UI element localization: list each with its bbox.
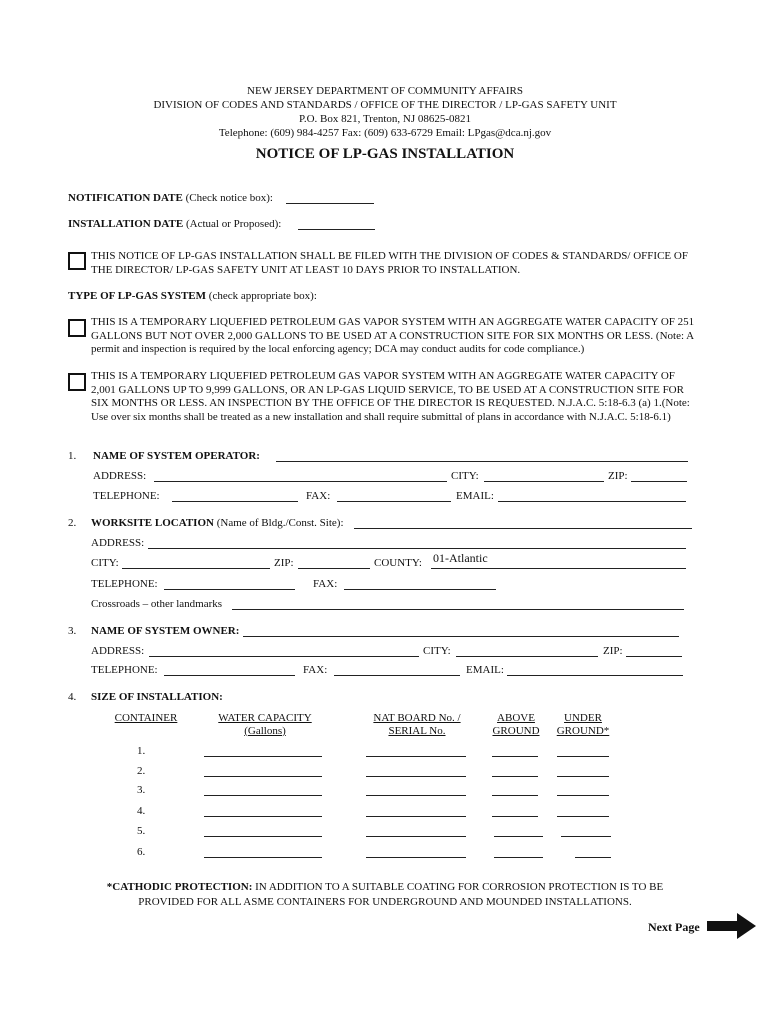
row-number: 1. <box>137 745 146 757</box>
water-capacity-field[interactable] <box>204 776 322 777</box>
operator-zip-label: ZIP: <box>608 470 628 482</box>
worksite-address-field[interactable] <box>148 548 686 549</box>
owner-city-field[interactable] <box>456 656 598 657</box>
water-capacity-field[interactable] <box>204 816 322 817</box>
owner-zip-field[interactable] <box>626 656 682 657</box>
owner-city-label: CITY: <box>423 645 451 657</box>
above-ground-field[interactable] <box>494 857 543 858</box>
installation-date-label: INSTALLATION DATE (Actual or Proposed): <box>68 218 282 230</box>
nat-board-field[interactable] <box>366 795 466 796</box>
row-number: 6. <box>137 846 146 858</box>
nat-board-field[interactable] <box>366 857 466 858</box>
section2-number: 2. <box>68 517 77 529</box>
section3-number: 3. <box>68 625 77 637</box>
water-capacity-field[interactable] <box>204 795 322 796</box>
operator-city-field[interactable] <box>484 481 604 482</box>
next-page-label[interactable]: Next Page <box>648 920 700 934</box>
system-type-label: TYPE OF LP-GAS SYSTEM (check appropriate box): <box>68 290 317 302</box>
arrow-right-icon[interactable] <box>707 912 757 940</box>
installation-date-field[interactable] <box>298 229 375 230</box>
under-ground-field[interactable] <box>557 756 609 757</box>
worksite-county-label: COUNTY: <box>374 557 422 569</box>
operator-address-label: ADDRESS: <box>93 470 147 482</box>
crossroads-field[interactable] <box>232 609 684 610</box>
nat-board-field[interactable] <box>366 756 466 757</box>
header-agency: NEW JERSEY DEPARTMENT OF COMMUNITY AFFAIRS <box>247 85 523 97</box>
option-9999-text: THIS IS A TEMPORARY LIQUEFIED PETROLEUM GAS VAPOR SYSTEM WITH AN AGGREGATE WATER CAPACITY OF 2,001 GALLONS UP TO 9,999 GALLONS, OR AN LP-GAS LIQUID SERVICE, TO BE USED AT A CONSTRUCTION SITE FOR SIX MONTHS OR LESS. AN INSPECTION BY THE OFFICE OF THE DIRECTOR IS REQUESTED. N.J.A.C. 5:18-6.3 (a) 1.(Note: Use over six months shall be treated as a new installation and shall require submittal of plans in accordance with N.J.A.C. 5:18-6.1) <box>91 370 690 423</box>
size-installation-label: SIZE OF INSTALLATION: <box>91 691 223 703</box>
operator-name-label: NAME OF SYSTEM OPERATOR: <box>93 450 260 462</box>
cathodic-note-line1: *CATHODIC PROTECTION: IN ADDITION TO A SUITABLE COATING FOR CORROSION PROTECTION IS TO BE <box>106 881 664 893</box>
col-under-ground-header: UNDER GROUND* <box>556 712 610 737</box>
above-ground-field[interactable] <box>492 776 538 777</box>
operator-telephone-field[interactable] <box>172 501 298 502</box>
col-water-capacity-header: WATER CAPACITY (Gallons) <box>218 712 312 737</box>
operator-fax-label: FAX: <box>306 490 331 502</box>
option-9999-checkbox[interactable] <box>68 373 86 391</box>
worksite-zip-label: ZIP: <box>274 557 294 569</box>
operator-name-field[interactable] <box>276 461 688 462</box>
col-above-ground-header: ABOVE GROUND <box>492 712 540 737</box>
notification-date-field[interactable] <box>286 203 374 204</box>
row-number: 5. <box>137 825 146 837</box>
water-capacity-field[interactable] <box>204 756 322 757</box>
owner-address-label: ADDRESS: <box>91 645 145 657</box>
owner-name-label: NAME OF SYSTEM OWNER: <box>91 625 240 637</box>
nat-board-field[interactable] <box>366 836 466 837</box>
row-number: 3. <box>137 784 146 796</box>
under-ground-field[interactable] <box>557 795 609 796</box>
owner-fax-field[interactable] <box>334 675 460 676</box>
owner-telephone-field[interactable] <box>164 675 295 676</box>
worksite-fax-field[interactable] <box>344 589 496 590</box>
worksite-zip-field[interactable] <box>298 568 370 569</box>
col-container-header: CONTAINER <box>114 712 178 724</box>
header-contact: Telephone: (609) 984-4257 Fax: (609) 633-6729 Email: LPgas@dca.nj.gov <box>218 127 552 139</box>
water-capacity-field[interactable] <box>204 836 322 837</box>
crossroads-label: Crossroads – other landmarks <box>91 598 223 610</box>
worksite-fax-label: FAX: <box>313 578 338 590</box>
worksite-county-field[interactable] <box>431 568 686 569</box>
above-ground-field[interactable] <box>494 836 543 837</box>
above-ground-field[interactable] <box>492 816 538 817</box>
worksite-county-value[interactable]: 01-Atlantic <box>433 551 488 565</box>
section1-number: 1. <box>68 450 77 462</box>
header-division: DIVISION OF CODES AND STANDARDS / OFFICE OF THE DIRECTOR / LP-GAS SAFETY UNIT <box>153 99 617 111</box>
worksite-city-label: CITY: <box>91 557 119 569</box>
under-ground-field[interactable] <box>557 776 609 777</box>
row-number: 4. <box>137 805 146 817</box>
owner-email-label: EMAIL: <box>466 664 504 676</box>
owner-zip-label: ZIP: <box>603 645 623 657</box>
worksite-label: WORKSITE LOCATION (Name of Bldg./Const. Site): <box>91 517 344 529</box>
col-nat-board-header: NAT BOARD No. / SERIAL No. <box>373 712 461 737</box>
operator-email-field[interactable] <box>498 501 686 502</box>
worksite-telephone-label: TELEPHONE: <box>91 578 158 590</box>
owner-fax-label: FAX: <box>303 664 328 676</box>
operator-city-label: CITY: <box>451 470 479 482</box>
water-capacity-field[interactable] <box>204 857 322 858</box>
operator-address-field[interactable] <box>154 481 447 482</box>
owner-address-field[interactable] <box>149 656 419 657</box>
owner-name-field[interactable] <box>243 636 679 637</box>
option-2000-checkbox[interactable] <box>68 319 86 337</box>
worksite-address-label: ADDRESS: <box>91 537 145 549</box>
page-title: NOTICE OF LP-GAS INSTALLATION <box>255 146 515 162</box>
owner-email-field[interactable] <box>507 675 683 676</box>
option-2000-text: THIS IS A TEMPORARY LIQUEFIED PETROLEUM GAS VAPOR SYSTEM WITH AN AGGREGATE WATER CAPACITY OF 251 GALLONS BUT NOT OVER 2,000 GALLONS TO BE USED AT A CONSTRUCTION SITE FOR SIX MONTHS OR LESS. (Note: A permit and inspection is required by the local enforcing agency; DCA may conduct audits for code compliance.) <box>91 316 695 355</box>
nat-board-field[interactable] <box>366 816 466 817</box>
section4-number: 4. <box>68 691 77 703</box>
row-number: 2. <box>137 765 146 777</box>
under-ground-field[interactable] <box>575 857 611 858</box>
notice-checkbox[interactable] <box>68 252 86 270</box>
worksite-city-field[interactable] <box>122 568 270 569</box>
under-ground-field[interactable] <box>557 816 609 817</box>
header-address: P.O. Box 821, Trenton, NJ 08625-0821 <box>298 113 472 125</box>
above-ground-field[interactable] <box>492 756 538 757</box>
operator-fax-field[interactable] <box>337 501 451 502</box>
nat-board-field[interactable] <box>366 776 466 777</box>
operator-email-label: EMAIL: <box>456 490 494 502</box>
owner-telephone-label: TELEPHONE: <box>91 664 158 676</box>
above-ground-field[interactable] <box>492 795 538 796</box>
worksite-name-field[interactable] <box>354 528 692 529</box>
operator-zip-field[interactable] <box>631 481 687 482</box>
notice-text: THIS NOTICE OF LP-GAS INSTALLATION SHALL BE FILED WITH THE DIVISION OF CODES & STANDARDS/ OFFICE OF THE DIRECTOR/ LP-GAS SAFETY UNIT AT LEAST 10 DAYS PRIOR TO INSTALLATION. <box>91 250 688 276</box>
worksite-telephone-field[interactable] <box>164 589 295 590</box>
notification-date-label: NOTIFICATION DATE (Check notice box): <box>68 192 273 204</box>
cathodic-note-line2: PROVIDED FOR ALL ASME CONTAINERS FOR UNDERGROUND AND MOUNDED INSTALLATIONS. <box>138 896 632 908</box>
operator-telephone-label: TELEPHONE: <box>93 490 160 502</box>
under-ground-field[interactable] <box>561 836 611 837</box>
